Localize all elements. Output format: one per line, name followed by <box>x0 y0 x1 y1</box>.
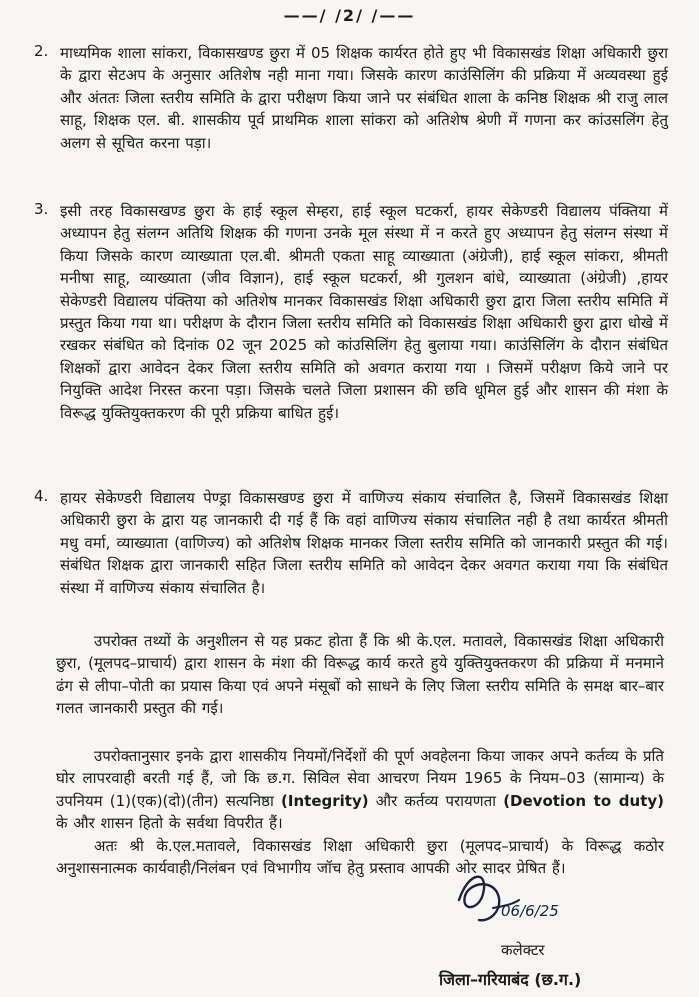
list-item-3 <box>18 200 668 424</box>
list-item-4 <box>18 487 668 599</box>
list-item-2 <box>18 42 668 154</box>
violation-text-c: के और शासन हितो के सर्वथा विपरीत हैं। <box>56 814 283 833</box>
item-number: 4. <box>34 487 49 505</box>
proposal-paragraph: अतः श्री के.एल.मतावले, विकासखंड शिक्षा अधिकारी छुरा (मूलपद–प्राचार्य) के विरूद्ध कठोर अनुशासनात्मक कार्यवाही/निलंबन एवं विभागीय जॉच हेतु प्रस्ताव आपकी ओर सादर प्रेषित हैं। <box>56 837 664 878</box>
violation-text-b: और कर्तव्य परायणता <box>368 791 504 810</box>
violation-paragraph <box>56 745 664 835</box>
signature-date: 06/6/25 <box>501 902 559 920</box>
item-text: इसी तरह विकासखण्ड छुरा के हाई स्कूल सेम्हरा, हाई स्कूल घटकर्रा, हायर सेकेण्डरी विद्यालय पंक्तिया में अध्यापन हेतु संलग्न अतिथि शिक्षक की गणना उनके मूल संस्था में न करते हुए अध्यापन हेतु संलग्न संस्था में किया जिसके कारण व्याख्याता एल.बी. श्रीमती एकता साहू व्याख्याता (अंग्रेजी), हाई स्कूल सांकरा, श्रीमती मनीषा साहू, व्याख्याता (जीव विज्ञान), हाई स्कूल घटकर्रा, श्री गुलशन बांधे, व्याख्याता (अंग्रेजी) ,हायर सेकेण्डरी विद्यालय पंक्तिया को अतिशेष मानकर विकासखंड शिक्षा अधिकारी छुरा द्वारा जिला स्तरीय समिति में प्रस्तुत किया गया था। परीक्षण के दौरान जिला स्तरीय समिति को विकासखंड शिक्षा अधिकारी छुरा द्वारा धोखे में रखकर संबंधित को दिनांक 02 जून 2025 को कांउसिलिंग हेतु बुलाया गया। काउंसिलिंग के दौरान संबंधित शिक्षकों द्वारा आवेदन देकर जिला स्तरीय समिति को अवगत कराया गया । जिसमें परीक्षण किये जाने पर नियुक्ति आदेश निरस्त करना पड़ा। जिसके चलते जिला प्रशासन की छवि धूमिल हुई और शासन की मंशा के विरूद्ध युक्तियुक्तकरण की पूरी प्रक्रिया बाधित हुई। <box>60 202 668 422</box>
item-text: हायर सेकेण्डरी विद्यालय पेण्ड्रा विकासखण्ड छुरा में वाणिज्य संकाय संचालित है, जिसमें विकासखंड शिक्षा अधिकारी छुरा के द्वारा यह जानकारी दी गई हैं कि वहां वाणिज्य संकाय संचालित नही है तथा कार्यरत श्रीमती मधु वर्मा, व्याख्याता (वाणिज्य) को अतिशेष शिक्षक मानकर जिला स्तरीय समिति को जानकारी प्रस्तुत की गई। संबंधित शिक्षक द्वारा जानकारी सहित जिला स्तरीय समिति को आवेदन देकर अवगत कराया गया कि संबंधित संस्था में वाणिज्य संकाय संचालित है। <box>60 489 668 597</box>
integrity-term: (Integrity) <box>281 791 369 810</box>
item-number: 3. <box>34 200 49 218</box>
conclusion-paragraph: उपरोक्त तथ्यों के अनुशीलन से यह प्रकट होता हैं कि श्री के.एल. मतावले, विकासखंड शिक्षा अधिकारी छुरा, (मूलपद–प्राचार्य) द्वारा शासन के मंशा की विरूद्ध कार्य करते हुये युक्तियुक्तकरण की प्रक्रिया में मनमाने ढंग से लीपा–पोती का प्रयास किया एवं अपने मंसूबों को साधने के लिए जिला स्तरीय समिति के समक्ष बार–बार गलत जानकारी प्रस्तुत की गई। <box>56 632 664 718</box>
signature-block <box>419 860 659 990</box>
signature-icon <box>449 860 579 940</box>
violation-text-a: उपरोक्तानुसार इनके द्वारा शासकीय नियमों/निर्देशों की पूर्ण अवहेलना किया जाकर अपने कर्तव्य के प्रति घोर लापरवाही बरती गई हैं, जो कि छ.ग. सिविल सेवा आचरण नियम 1965 के नियम–03 (सामान्य) के उपनियम (1)(एक)(दो)(तीन) सत्यनिष्ठा <box>56 747 664 810</box>
item-text: माध्यमिक शाला सांकरा, विकासखण्ड छुरा में 05 शिक्षक कार्यरत होते हुए भी विकासखंड शिक्षा अधिकारी छुरा के द्वारा सेटअप के अनुसार अतिशेष नही माना गया। जिसके कारण काउंसिलिंग की प्रक्रिया में अव्यवस्था हुई और अंततः जिला स्तरीय समिति के द्वारा परीक्षण किया जाने पर संबंधित शाला के कनिष्ठ शिक्षक श्री राजु लाल साहू, शिक्षक एल. बी. शासकीय पूर्व प्राथमिक शाला सांकरा को अतिशेष श्रेणी में गणना कर कांउसलिंग हेतु अलग से सूचित करना पड़ा। <box>60 44 668 152</box>
district: जिला–गरियाबंद (छ.ग.) <box>439 970 582 989</box>
devotion-term: (Devotion to duty) <box>503 791 664 810</box>
designation: कलेक्टर <box>501 941 545 959</box>
item-number: 2. <box>34 42 49 60</box>
page-number: ——/ /2/ /—— <box>283 6 416 25</box>
